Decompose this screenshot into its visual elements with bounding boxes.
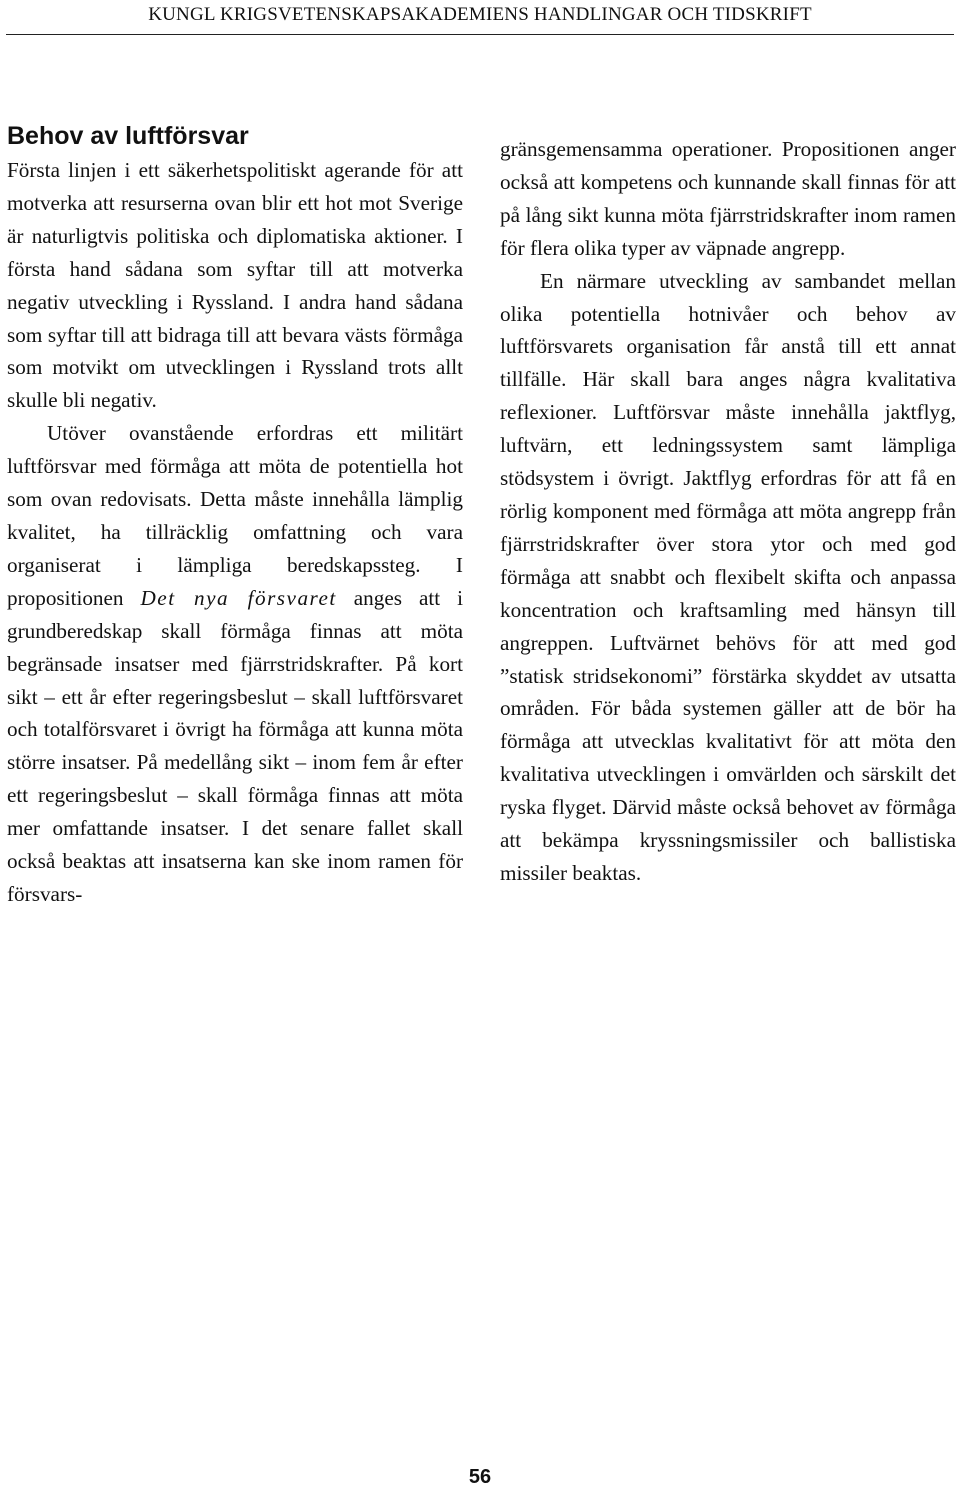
paragraph-1: Första linjen i ett säkerhetspolitiskt agerande för att motverka att resurserna ovan blir ett hot mot Sverige är naturligtvis politiska och diplomatiska aktioner. I första hand sådana som syftar till att motverka negativ utveckling i Ryssland. I andra hand sådana som syftar till att bidraga till att bevara västs förmåga som motvikt om utvecklingen i Ryssland trots allt skulle bli negativ. [7, 158, 463, 413]
section-heading: Behov av luftförsvar [7, 122, 249, 150]
left-column [7, 118, 463, 911]
paragraph-3: gränsgemensamma operationer. Propositionen anger också att kompetens och kunnande skall finnas för att på lång sikt kunna möta fjärrstridskrafter inom ramen för flera olika typer av väpnade angrepp. [500, 137, 956, 260]
paragraph-4: En närmare utveckling av sambandet mellan olika potentiella hotnivåer och behov av luftförsvarets organisation får anstå till ett annat tillfälle. Här skall bara anges några kvalitativa reflexioner. Luftförsvar måste innehålla jaktflyg, luftvärn, ett ledningssystem samt lämpliga stödsystem i övrigt. Jaktflyg erfordras för att få en rörlig komponent med förmåga att möta angrepp från fjärrstridskrafter över stora ytor och med god förmåga att snabbt och flexibelt skifta och anpassa koncentration och kraftsamling med hänsyn till angreppen. Luftvärnet behövs för att med god ”statisk stridsekonomi” förstärka skyddet av utsatta områden. För båda systemen gäller att de bör ha förmåga att utvecklas kvalitativt för att möta den kvalitativa utvecklingen i omvärlden och särskilt det ryska flyget. Därvid måste också behovet av förmåga att bekämpa kryssningsmissiler och ballistiska missiler beaktas. [500, 268, 956, 885]
paragraph-2 [7, 417, 463, 911]
running-header: KUNGL KRIGSVETENSKAPSAKADEMIENS HANDLINGAR OCH TIDSKRIFT [148, 4, 812, 25]
paragraph-2-text-b: anges att i grundberedskap skall förmåga finnas att möta begränsade insatser med fjärrstridskrafter. På kort sikt – ett år efter regeringsbeslut – skall luftförsvaret och totalförsvaret i övrigt ha förmåga att kunna möta större insatser. På medellång sikt – inom fem år efter ett regeringsbeslut – skall förmåga finnas att möta mer omfattande insatser. I det senare fallet skall också beaktas att insatserna kan ske inom ramen för försvars- [7, 585, 463, 906]
paragraph-2-text-a: Utöver ovanstående erfordras ett militärt luftförsvar med förmåga att möta de potentiella hot som ovan redovisats. Detta måste innehålla lämplig kvalitet, ha tillräcklig omfattning och vara organiserat i lämpliga beredskapssteg. I propositionen [7, 421, 463, 610]
header-rule [6, 34, 954, 35]
right-column [500, 133, 956, 890]
page-number: 56 [468, 1466, 492, 1488]
proposition-title: Det nya försvaret [140, 585, 337, 610]
